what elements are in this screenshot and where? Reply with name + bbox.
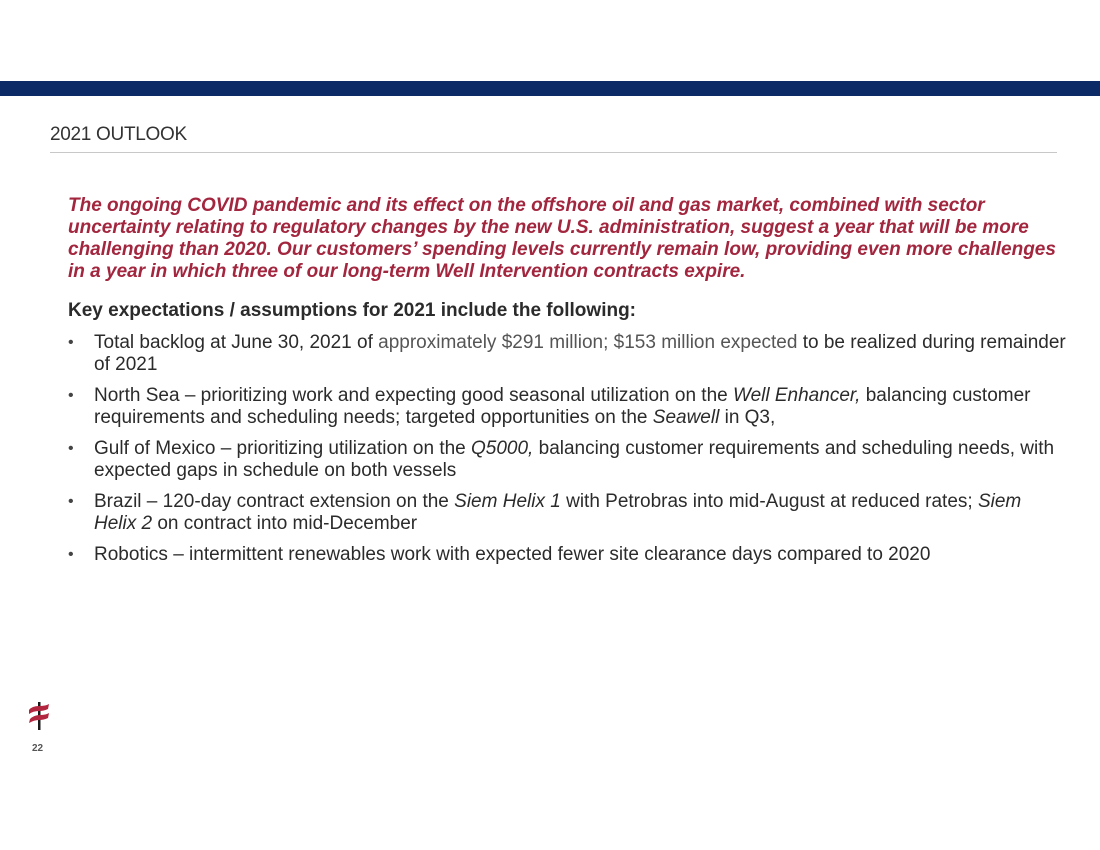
bullet-marker: • xyxy=(68,493,74,510)
vessel-name: Siem Helix 2 xyxy=(94,491,1022,534)
vessel-name: Siem Helix 1 xyxy=(454,491,561,512)
expectations-list xyxy=(68,332,1068,575)
bullet-text: on contract into mid-December xyxy=(152,513,418,534)
bullet-marker: • xyxy=(68,546,74,563)
bullet-text: in Q3, xyxy=(719,407,776,428)
bullet-text: Gulf of Mexico – prioritizing utilization on the xyxy=(94,438,472,459)
key-expectations-heading: Key expectations / assumptions for 2021 include the following: xyxy=(68,300,637,321)
page-number: 22 xyxy=(32,743,44,754)
bullet-marker: • xyxy=(68,440,74,457)
bullet-backlog xyxy=(68,332,1068,376)
bullet-text: Robotics – intermittent renewables work with expected fewer site clearance days compared to 2020 xyxy=(94,544,931,565)
bullet-text-highlight: approximately $291 million; $153 million expected xyxy=(378,332,798,353)
bullet-text: Total backlog at June 30, 2021 of xyxy=(94,332,379,353)
bullet-text: to be realized during remainder of 2021 xyxy=(94,332,1066,375)
intro-statement: The ongoing COVID pandemic and its effect on the offshore oil and gas market, combined with sector uncertainty relating to regulatory changes by the new U.S. administration, suggest a year that will be more challenging than 2020. Our customers’ spending levels currently remain low, providing even more challenges in a year in which three of our long-term Well Intervention contracts expire. xyxy=(68,195,1056,282)
bullet-text: balancing customer requirements and scheduling needs, with expected gaps in schedule on both vessels xyxy=(94,438,1055,481)
slide-title: 2021 OUTLOOK xyxy=(50,124,187,145)
bullet-marker: • xyxy=(68,334,74,351)
vessel-name: Seawell xyxy=(652,407,720,428)
bullet-text: with Petrobras into mid-August at reduced rates; xyxy=(560,491,978,512)
helix-logo-icon xyxy=(26,701,52,731)
bullet-text: balancing customer requirements and scheduling needs; targeted opportunities on the xyxy=(94,385,1031,428)
bullet-gulf-of-mexico xyxy=(68,438,1068,482)
bullet-text: North Sea – prioritizing work and expecting good seasonal utilization on the xyxy=(94,385,733,406)
header-band xyxy=(0,81,1100,96)
bullet-marker: • xyxy=(68,387,74,404)
vessel-name: Q5000, xyxy=(471,438,534,459)
bullet-north-sea xyxy=(68,385,1068,429)
vessel-name: Well Enhancer, xyxy=(733,385,861,406)
bullet-brazil xyxy=(68,491,1068,535)
bullet-text: Brazil – 120-day contract extension on the xyxy=(94,491,455,512)
bullet-robotics xyxy=(68,544,1068,566)
title-divider xyxy=(50,152,1057,153)
